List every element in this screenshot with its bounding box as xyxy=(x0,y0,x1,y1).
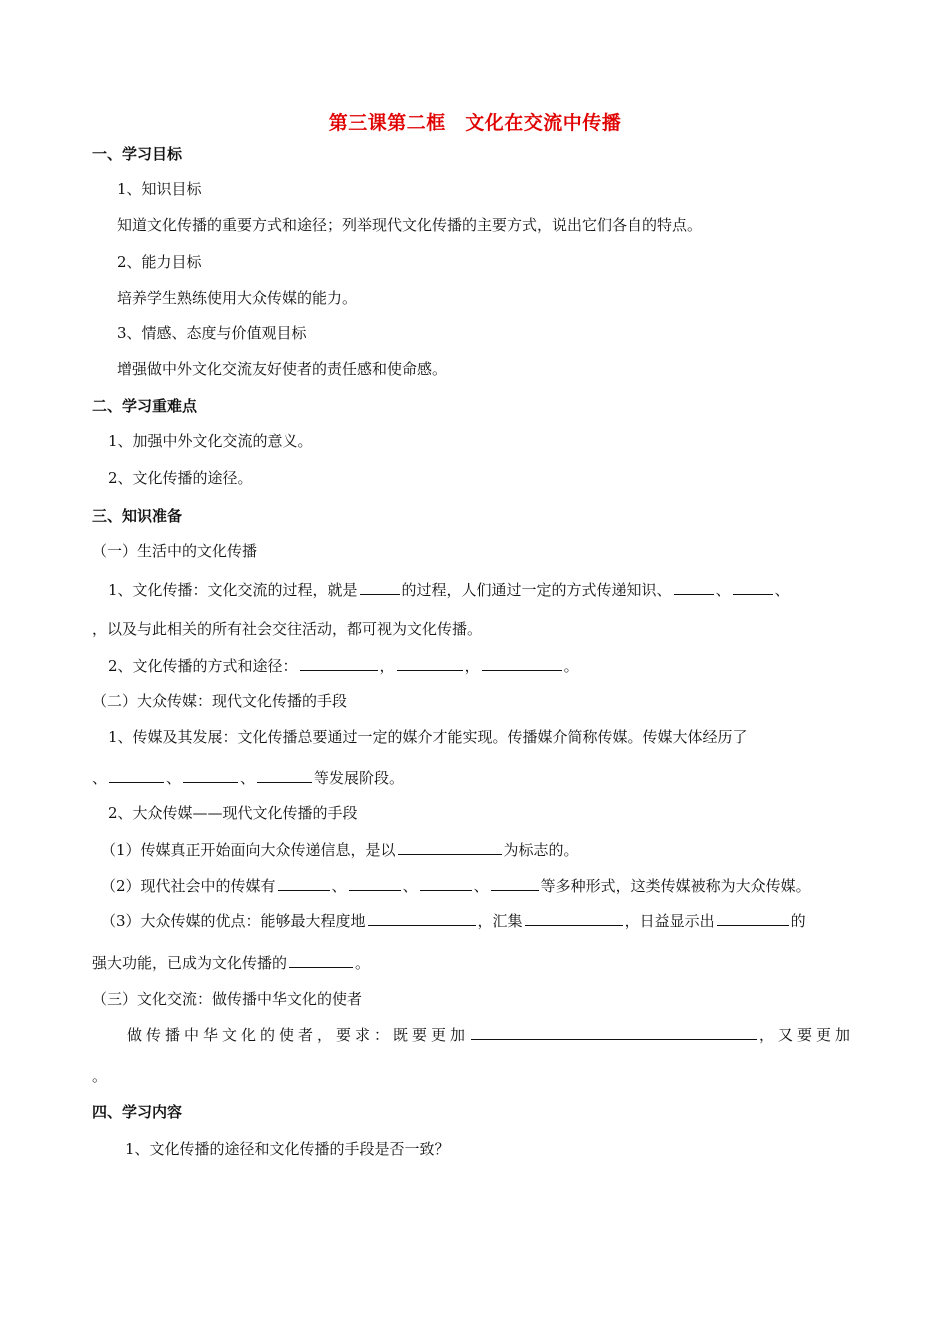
blank[interactable] xyxy=(420,876,472,891)
ability-goal-label: 2、能力目标 xyxy=(117,253,202,271)
blank[interactable] xyxy=(491,876,539,891)
question-culture-transmission-line2: ，以及与此相关的所有社会交往活动，都可视为文化传播。 xyxy=(92,620,483,638)
blank[interactable] xyxy=(397,656,463,671)
emotion-goal-text: 增强做中外文化交流友好使者的责任感和使命感。 xyxy=(117,360,448,378)
question-media-advantages-line2: 强大功能，已成为文化传播的 。 xyxy=(92,954,371,972)
subsection-1-heading: （一）生活中的文化传播 xyxy=(92,542,258,560)
question-media-advantages: （3）大众传媒的优点：能够最大程度地 ，汇集 ，日益显示出 的 xyxy=(101,912,806,930)
knowledge-goal-text: 知道文化传播的重要方式和途径；列举现代文化传播的主要方式，说出它们各自的特点。 xyxy=(117,216,703,234)
subsection-3-heading: （三）文化交流：做传播中华文化的使者 xyxy=(92,990,363,1008)
section-4-heading: 四、学习内容 xyxy=(92,1103,183,1121)
blank[interactable] xyxy=(289,953,353,968)
blank[interactable] xyxy=(398,840,502,855)
question-mass-media-start: （1）传媒真正开始面向大众传递信息，是以 为标志的。 xyxy=(101,841,579,859)
key-point-1: 1、加强中外文化交流的意义。 xyxy=(108,432,313,450)
blank[interactable] xyxy=(109,768,164,783)
blank[interactable] xyxy=(368,911,476,926)
question-cultural-envoy: 做传播中华文化的使者，要求：既要更加 ，又要更加 xyxy=(127,1026,855,1044)
key-point-2: 2、文化传播的途径。 xyxy=(108,469,253,487)
emotion-goal-label: 3、情感、态度与价值观目标 xyxy=(117,324,307,342)
question-methods: 2、文化传播的方式和途径： ， ， 。 xyxy=(108,657,579,675)
question-media-development: 1、传媒及其发展：文化传播总要通过一定的媒介才能实现。传播媒介简称传媒。传媒大体经历了 xyxy=(108,728,748,746)
blank[interactable] xyxy=(717,911,789,926)
question-culture-transmission: 1、文化传播：文化交流的过程，就是 的过程，人们通过一定的方式传递知识、 、 、 xyxy=(108,581,790,599)
learning-question-1: 1、文化传播的途径和文化传播的手段是否一致？ xyxy=(125,1140,450,1158)
blank[interactable] xyxy=(482,656,562,671)
mass-media-heading: 2、大众传媒——现代文化传播的手段 xyxy=(108,804,358,822)
section-1-heading: 一、学习目标 xyxy=(92,145,183,163)
blank[interactable] xyxy=(674,580,714,595)
blank[interactable] xyxy=(300,656,378,671)
section-2-heading: 二、学习重难点 xyxy=(92,397,198,415)
blank[interactable] xyxy=(471,1025,757,1040)
blank[interactable] xyxy=(525,911,623,926)
blank[interactable] xyxy=(183,768,238,783)
blank[interactable] xyxy=(278,876,330,891)
knowledge-goal-label: 1、知识目标 xyxy=(117,180,202,198)
question-cultural-envoy-line2: 。 xyxy=(92,1067,108,1085)
question-media-forms: （2）现代社会中的传媒有 、 、 、 等多种形式，这类传媒被称为大众传媒。 xyxy=(101,877,811,895)
blank[interactable] xyxy=(733,580,773,595)
blank[interactable] xyxy=(349,876,401,891)
blank[interactable] xyxy=(360,580,400,595)
ability-goal-text: 培养学生熟练使用大众传媒的能力。 xyxy=(117,289,358,307)
subsection-2-heading: （二）大众传媒：现代文化传播的手段 xyxy=(92,692,348,710)
page-title: 第三课第二框 文化在交流中传播 xyxy=(328,112,622,134)
section-3-heading: 三、知识准备 xyxy=(92,507,183,525)
question-media-development-line2: 、 、 、 等发展阶段。 xyxy=(92,769,405,787)
blank[interactable] xyxy=(257,768,312,783)
